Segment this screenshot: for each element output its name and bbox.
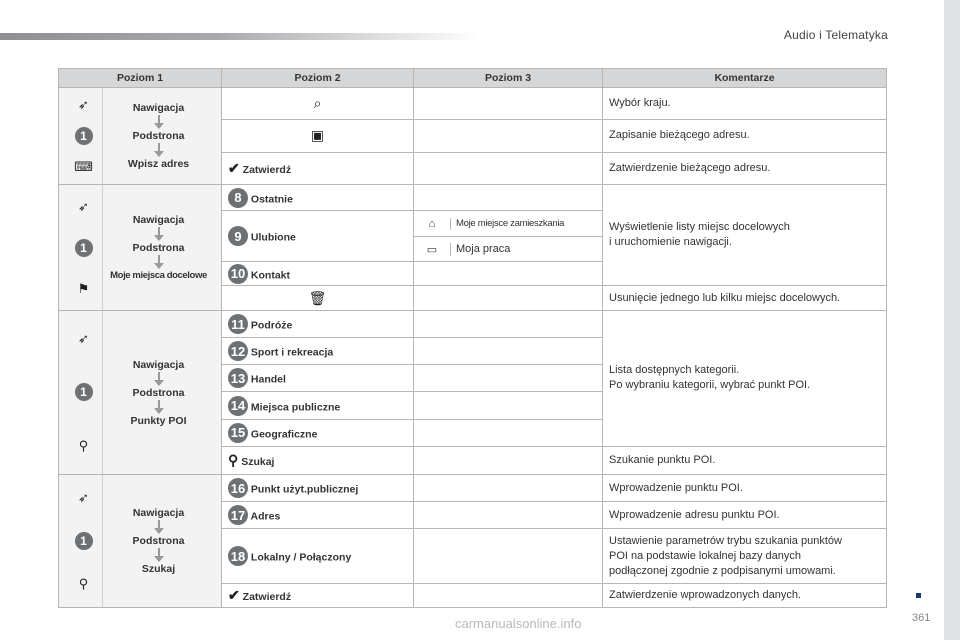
level2-cell: 17 Adres: [222, 502, 414, 529]
step-badge: 8: [228, 188, 248, 208]
column-header: Komentarze: [603, 69, 887, 88]
level2-cell: 14 Miejsca publiczne: [222, 392, 414, 419]
level1-cell: [59, 311, 222, 475]
comment-cell: Lista dostępnych kategorii. Po wybraniu kategorii, wybrać punkt POI.: [603, 311, 887, 447]
step-badge: 1: [75, 127, 93, 145]
comment-cell: Szukanie punktu POI.: [603, 446, 887, 474]
step-badge: 1: [75, 532, 93, 550]
level2-cell: [222, 286, 414, 311]
table-row: [59, 185, 887, 211]
level2-cell: 10 Kontakt: [222, 262, 414, 286]
level2-cell: ✔ Zatwierdź: [222, 152, 414, 184]
flag-icon: ⚑: [77, 280, 90, 296]
level3-cell: [414, 88, 603, 120]
level3-cell: [414, 338, 603, 365]
page-marker: [916, 593, 921, 598]
step-badge: 1: [75, 239, 93, 257]
level3-cell: [414, 419, 603, 446]
navigation-icon: ➶: [78, 198, 89, 214]
step-badge: 16: [228, 478, 248, 498]
save-icon: ▣: [310, 127, 325, 144]
level1-cell: [59, 88, 222, 185]
trash-icon: 🗑: [308, 289, 327, 306]
column-header: Poziom 1: [59, 69, 222, 88]
level2-cell: [222, 88, 414, 120]
level3-cell: [414, 583, 603, 607]
level3-cell: [414, 446, 603, 474]
level3-cell: [414, 152, 603, 184]
level2-cell: ✔ Zatwierdź: [222, 583, 414, 607]
level3-cell: [414, 529, 603, 583]
table-header-row: [59, 69, 887, 88]
page-edge-stripe: [944, 0, 960, 640]
level2-cell: 15 Geograficzne: [222, 419, 414, 446]
step-badge: 14: [228, 396, 248, 416]
level3-cell: [414, 262, 603, 286]
check-icon: ✔: [228, 159, 240, 176]
level3-cell: [414, 502, 603, 529]
table-row: [59, 88, 887, 120]
comment-cell: Wybór kraju.: [603, 88, 887, 120]
comment-cell: Wyświetlenie listy miejsc docelowych i uruchomienie nawigacji.: [603, 185, 887, 286]
country-search-icon: ⌕: [313, 95, 322, 112]
level3-cell: [414, 286, 603, 311]
level2-cell: 9 Ulubione: [222, 211, 414, 262]
step-badge: 9: [228, 226, 248, 246]
home-icon: ⌂: [414, 218, 451, 230]
level2-cell: 16 Punkt użyt.publicznej: [222, 475, 414, 502]
work-icon: ▭: [414, 243, 451, 256]
navigation-icon: ➶: [78, 489, 89, 505]
comment-cell: Ustawienie parametrów trybu szukania punktów POI na podstawie lokalnej bazy danych podłączonej zgodnie z podpisanymi umowami.: [603, 529, 887, 583]
menu-target: Moje miejsca docelowe: [110, 270, 207, 281]
navigation-icon: ➶: [78, 96, 89, 112]
section-title: Audio i Telematyka: [783, 28, 888, 42]
menu-target: Punkty POI: [130, 414, 187, 427]
poi-icon: ⚲: [78, 438, 89, 454]
level2-cell: 11 Podróże: [222, 311, 414, 338]
level3-cell: [414, 185, 603, 211]
level3-cell: [414, 392, 603, 419]
step-badge: 18: [228, 546, 248, 566]
comment-cell: Wprowadzenie adresu punktu POI.: [603, 502, 887, 529]
step-badge: 10: [228, 264, 248, 284]
comment-cell: Zapisanie bieżącego adresu.: [603, 120, 887, 152]
level1-cell: [59, 475, 222, 608]
table-row: [59, 311, 887, 338]
level3-cell: [414, 475, 603, 502]
level2-cell: ⚲ Szukaj: [222, 446, 414, 474]
level2-cell: 18 Lokalny / Połączony: [222, 529, 414, 583]
level3-cell: [414, 311, 603, 338]
menu-path: Nawigacja Podstrona Moje miejsca docelowe: [110, 214, 207, 281]
level2-cell: 13 Handel: [222, 365, 414, 392]
header-bar: [0, 33, 480, 40]
watermark: carmanualsonline.info: [455, 616, 582, 631]
step-badge: 11: [228, 314, 248, 334]
comment-cell: Zatwierdzenie bieżącego adresu.: [603, 152, 887, 184]
search-icon: ⚲: [228, 451, 239, 468]
menu-target: Szukaj: [141, 563, 176, 575]
level2-cell: 8 Ostatnie: [222, 185, 414, 211]
step-badge: 15: [228, 423, 248, 443]
step-badge: 17: [228, 505, 248, 525]
step-badge: 13: [228, 368, 248, 388]
menu-structure-table: [58, 68, 887, 608]
menu-path: Nawigacja Podstrona Szukaj: [132, 507, 185, 575]
navigation-icon: ➶: [78, 330, 89, 346]
menu-target: Wpisz adres: [127, 158, 190, 170]
step-badge: 1: [75, 383, 93, 401]
level3-cell: ▭ Moja praca: [414, 237, 603, 262]
level3-cell: [414, 120, 603, 152]
level3-cell: ⌂ Moje miejsce zamieszkania: [414, 211, 603, 237]
table-row: [59, 475, 887, 502]
comment-cell: Wprowadzenie punktu POI.: [603, 475, 887, 502]
column-header: Poziom 3: [414, 69, 603, 88]
level3-cell: [414, 365, 603, 392]
level1-cell: [59, 185, 222, 311]
menu-path: Nawigacja Podstrona Punkty POI: [130, 358, 187, 427]
level2-cell: 12 Sport i rekreacja: [222, 338, 414, 365]
check-icon: ✔: [228, 586, 240, 603]
comment-cell: Usunięcie jednego lub kilku miejsc docelowych.: [603, 286, 887, 311]
poi-search-icon: ⚲: [78, 576, 89, 592]
level2-cell: [222, 120, 414, 152]
menu-path: Nawigacja Podstrona Wpisz adres: [127, 102, 190, 170]
column-header: Poziom 2: [222, 69, 414, 88]
page-number: 361: [912, 612, 931, 624]
comment-cell: Zatwierdzenie wprowadzonych danych.: [603, 583, 887, 607]
keyboard-icon: ⌨: [74, 159, 93, 175]
step-badge: 12: [228, 341, 248, 361]
